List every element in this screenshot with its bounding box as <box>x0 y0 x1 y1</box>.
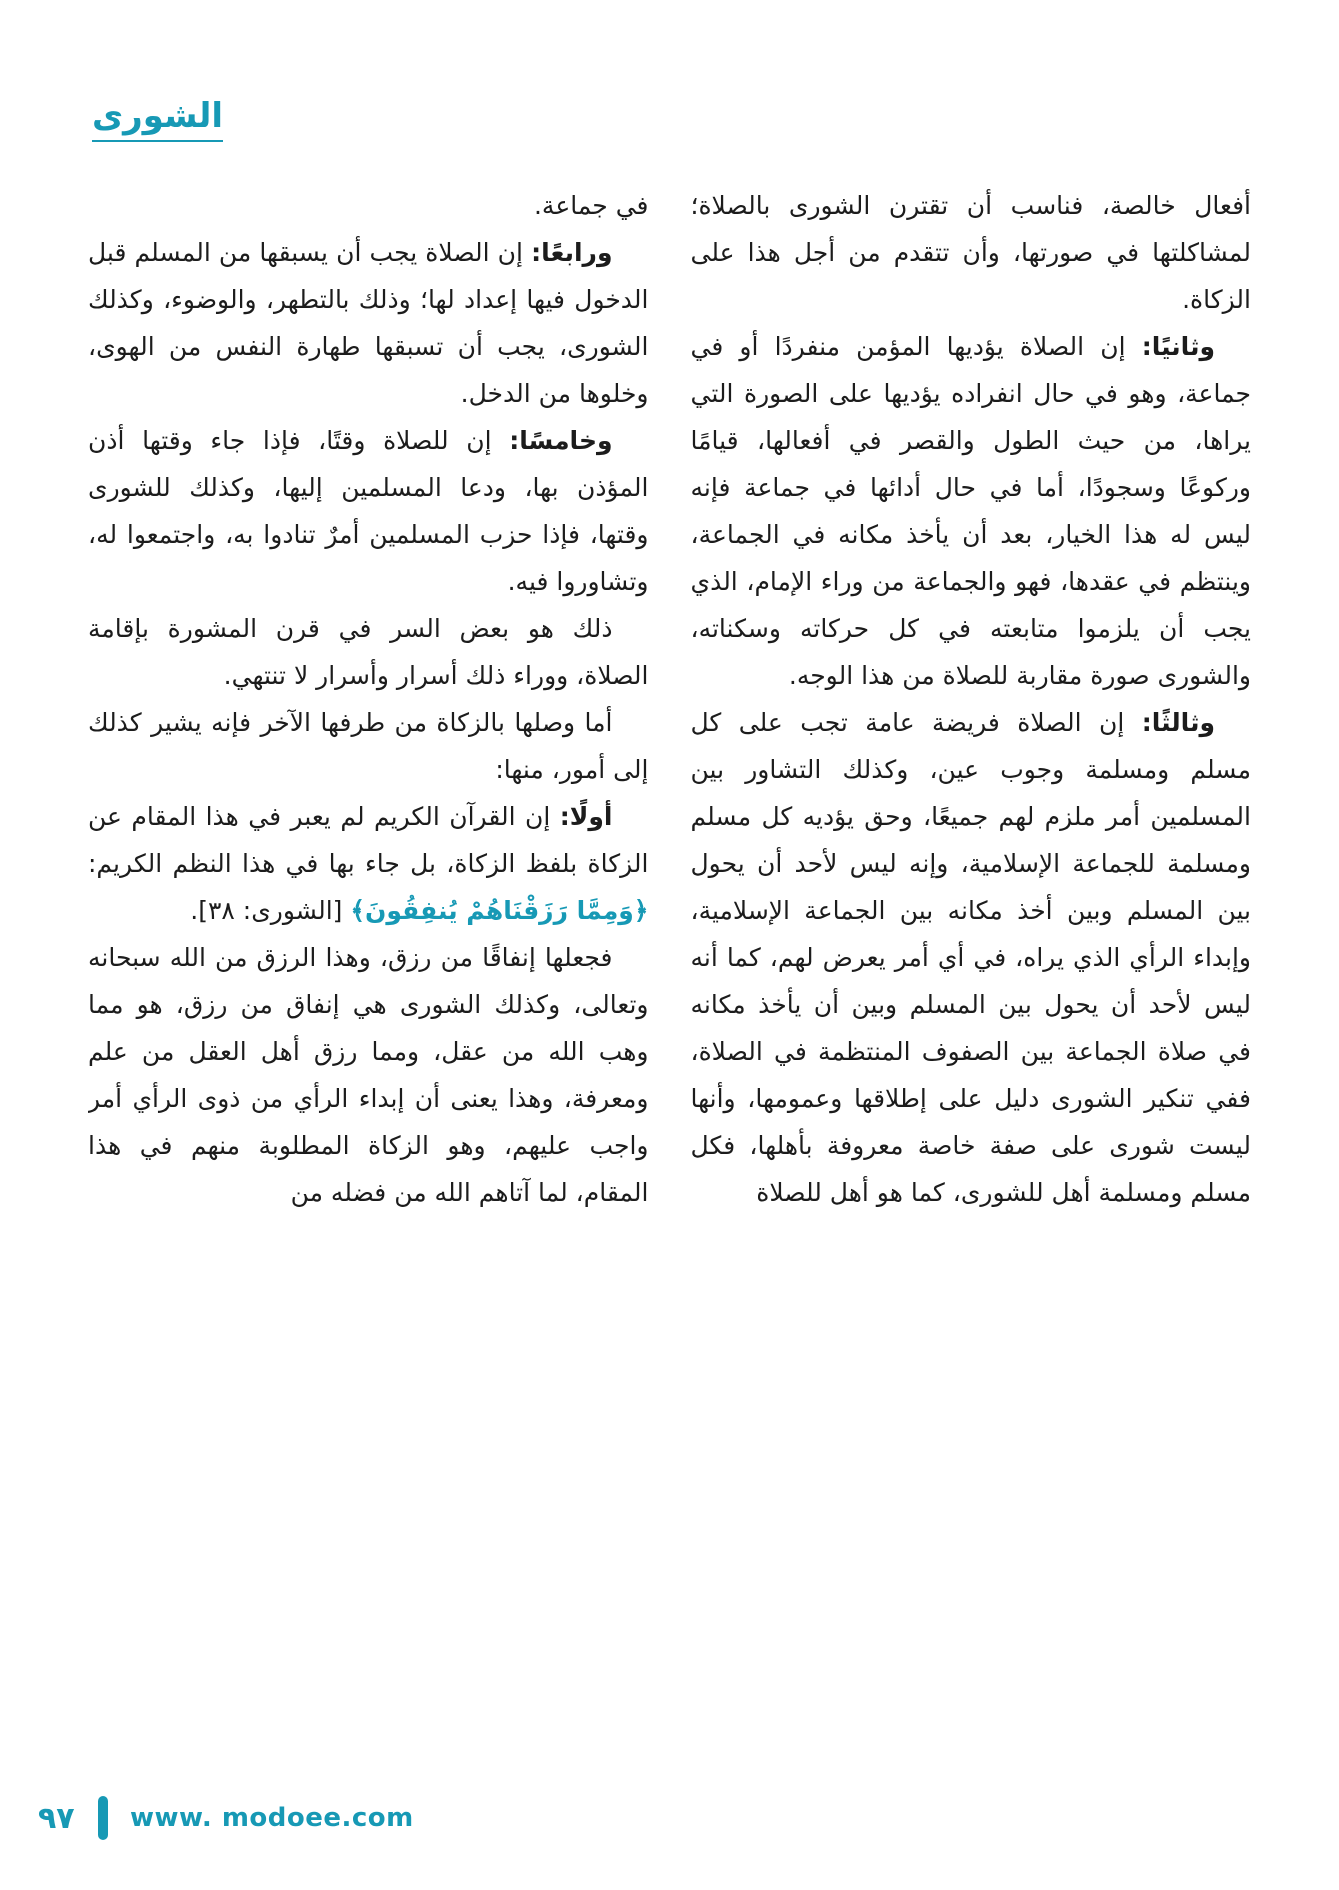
paragraph <box>88 417 649 605</box>
paragraph-lead: ورابعًا: <box>531 238 613 267</box>
paragraph-lead: أولًا: <box>559 802 613 831</box>
paragraph <box>88 182 649 229</box>
page-footer <box>38 1796 414 1840</box>
paragraph-text: [الشورى: ٣٨]. <box>190 896 351 925</box>
website-url: www. modoee.com <box>130 1803 414 1833</box>
paragraph-text: إن القرآن الكريم لم يعبر في هذا المقام عن الزكاة بلفظ الزكاة، بل جاء بها في هذا النظم الكريم: <box>88 802 649 878</box>
paragraph-text: إن الصلاة يجب أن يسبقها من المسلم قبل الدخول فيها إعداد لها؛ وذلك بالتطهر، والوضوء، وكذلك الشورى، يجب أن تسبقها طهارة النفس من الهوى، وخلوها من الدخل. <box>88 238 649 408</box>
paragraph-text: أفعال خالصة، فناسب أن تقترن الشورى بالصلاة؛ لمشاكلتها في صورتها، وأن تتقدم من أجل هذا على الزكاة. <box>690 191 1251 314</box>
paragraph <box>691 323 1252 699</box>
paragraph-text: أما وصلها بالزكاة من طرفها الآخر فإنه يشير كذلك إلى أمور، منها: <box>88 708 649 784</box>
text-column-right <box>691 182 1252 1752</box>
paragraph-text: ذلك هو بعض السر في قرن المشورة بإقامة الصلاة، ووراء ذلك أسرار وأسرار لا تنتهي. <box>88 614 649 690</box>
paragraph-text: إن الصلاة فريضة عامة تجب على كل مسلم ومسلمة وجوب عين، وكذلك التشاور بين المسلمين أمر ملزم لهم جميعًا، وحق يؤديه كل مسلم ومسلمة للجماعة الإسلامية، وإنه ليس لأحد أن يحول بين المسلم وبين أخذ مكانه بين الجماعة الإسلامية، وإبداء الرأي الذي يراه، في أي أمر يعرض لهم، كما أنه ليس لأحد أن يحول بين المسلم وبين أن يأخذ مكانه في صلاة الجماعة بين الصفوف المنتظمة في الصلاة، ففي تنكير الشورى دليل على إطلاقها وعمومها، وأنها ليست شورى على صفة خاصة معروفة بأهلها، فكل مسلم ومسلمة أهل للشورى، كما هو أهل للصلاة <box>690 708 1251 1207</box>
paragraph-lead: وثالثًا: <box>1141 708 1215 737</box>
paragraph <box>88 793 649 934</box>
chapter-title: الشورى <box>92 98 223 142</box>
paragraph-text: في جماعة. <box>533 191 649 220</box>
page-number: ٩٧ <box>38 1800 75 1836</box>
paragraph <box>691 699 1252 1216</box>
paragraph <box>88 229 649 417</box>
paragraph-text: فجعلها إنفاقًا من رزق، وهذا الرزق من الله سبحانه وتعالى، وكذلك الشورى هي إنفاق من رزق، هو مما وهب الله من عقل، ومما رزق أهل العقل من علم ومعرفة، وهذا يعنى أن إبداء الرأي من ذوى الرأي أمر واجب عليهم، وهو الزكاة المطلوبة منهم في هذا المقام، لما آتاهم الله من فضله من <box>88 943 649 1207</box>
text-column-left <box>88 182 649 1752</box>
paragraph-lead: وخامسًا: <box>509 426 613 455</box>
paragraph <box>691 182 1252 323</box>
paragraph-lead: وثانيًا: <box>1141 332 1215 361</box>
footer-divider-bar <box>98 1796 108 1840</box>
paragraph-text: إن الصلاة يؤديها المؤمن منفردًا أو في جماعة، وهو في حال انفراده يؤديها على الصورة التي يراها، من حيث الطول والقصر في أفعالها، قيامًا وركوعًا وسجودًا، أما في حال أدائها في جماعة فإنه ليس له هذا الخيار، بعد أن يأخذ مكانه في الجماعة، وينتظم في عقدها، فهو والجماعة من وراء الإمام، الذي يجب أن يلزموا متابعته في كل حركاته وسكناته، والشورى صورة مقاربة للصلاة من هذا الوجه. <box>690 332 1251 690</box>
quran-verse: ﴿وَمِمَّا رَزَقْنَاهُمْ يُنفِقُونَ﴾ <box>350 896 649 925</box>
paragraph-text: إن للصلاة وقتًا، فإذا جاء وقتها أذن المؤذن بها، ودعا المسلمين إليها، وكذلك للشورى وقتها، فإذا حزب المسلمين أمرٌ تنادوا به، واجتمعوا له، وتشاوروا فيه. <box>88 426 649 596</box>
page-content <box>88 182 1251 1752</box>
paragraph <box>88 605 649 699</box>
paragraph <box>88 699 649 793</box>
paragraph <box>88 934 649 1216</box>
page-header <box>92 98 223 142</box>
